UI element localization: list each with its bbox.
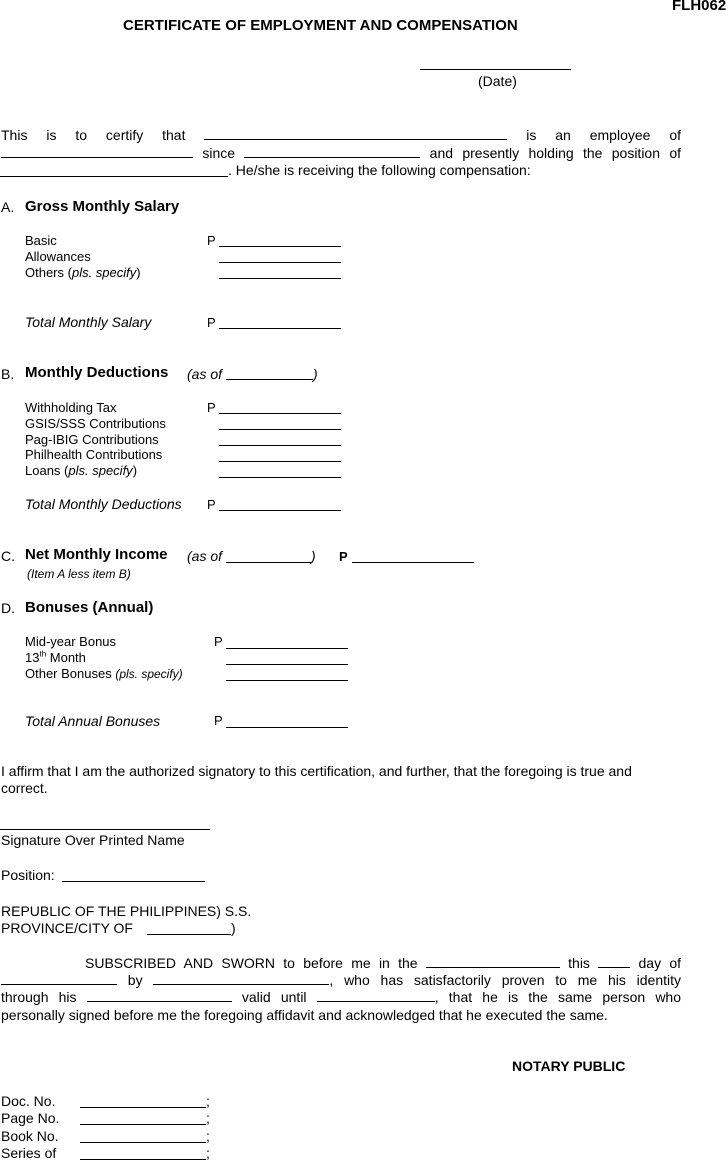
section-b-heading: Monthly Deductions [25, 364, 169, 381]
date-line[interactable] [420, 69, 571, 70]
signature-field[interactable] [0, 829, 210, 830]
net-income-note: (Item A less item B) [27, 567, 131, 581]
document-title: CERTIFICATE OF EMPLOYMENT AND COMPENSATION [123, 17, 518, 34]
deductions-as-of-close: ) [313, 366, 318, 382]
position-field[interactable] [62, 881, 205, 882]
loans-label [25, 463, 137, 479]
sworn-dayof-text: day of [638, 955, 682, 971]
currency-p: P [214, 713, 223, 728]
philhealth-field[interactable] [219, 461, 341, 462]
deductions-as-of-field[interactable] [226, 379, 313, 380]
sworn-line-3 [1, 989, 681, 1006]
sworn-month-field[interactable] [1, 972, 117, 985]
signature-label: Signature Over Printed Name [1, 832, 185, 848]
sworn-same-person-text: , that he is the same person who [434, 989, 681, 1005]
currency-p: P [207, 400, 216, 415]
total-monthly-salary-field[interactable] [219, 328, 341, 329]
intro-line-3: . He/she is receiving the following compensation: [228, 162, 531, 178]
sworn-through-text: through his [1, 989, 77, 1005]
position-held-field[interactable] [0, 176, 228, 177]
sworn-proven-text: , who has satisfactorily proven to me his identity [329, 972, 682, 988]
currency-p: P [207, 497, 216, 512]
total-annual-bonuses-field[interactable] [226, 727, 348, 728]
affirm-line-2: correct. [1, 780, 48, 796]
sworn-valid-until-field[interactable] [317, 989, 435, 1002]
net-income-as-of-field[interactable] [226, 562, 311, 563]
notary-public-label: NOTARY PUBLIC [512, 1058, 626, 1074]
intro-line-2 [1, 145, 681, 162]
sworn-this-text: this [568, 955, 590, 971]
thirteenth-month-label [25, 650, 86, 666]
net-income-as-of-close: ) [311, 548, 316, 564]
sworn-affiant-field[interactable] [153, 972, 329, 985]
intro-employee-text: is an employee of [526, 127, 681, 143]
doc-no-field[interactable] [80, 1107, 206, 1108]
intro-since-text: since [202, 145, 236, 161]
page-no-field[interactable] [80, 1124, 206, 1125]
doc-no-semicolon: ; [206, 1093, 210, 1109]
currency-p: P [207, 315, 216, 330]
intro-position-text: and presently holding the position of [429, 145, 681, 161]
sworn-text-1: SUBSCRIBED AND SWORN to before me in the [85, 955, 418, 971]
allowances-field[interactable] [219, 262, 341, 263]
thirteenth-month-field[interactable] [226, 664, 348, 665]
total-monthly-salary-label: Total Monthly Salary [25, 314, 152, 330]
page-no-semicolon: ; [206, 1110, 210, 1126]
sworn-line-4: personally signed before me the foregoing affidavit and acknowledged that he executed the same. [1, 1007, 608, 1023]
loans-field[interactable] [219, 477, 341, 478]
others-label [25, 265, 141, 281]
withholding-tax-field[interactable] [219, 413, 341, 414]
allowances-label: Allowances [25, 249, 91, 264]
series-of-semicolon: ; [206, 1145, 210, 1161]
sworn-id-field[interactable] [87, 989, 232, 1002]
book-no-semicolon: ; [206, 1128, 210, 1144]
other-bonuses-specify: (pls. specify) [115, 667, 183, 681]
section-a-heading: Gross Monthly Salary [25, 198, 180, 215]
book-no-label: Book No. [1, 1128, 59, 1144]
total-monthly-deductions-field[interactable] [219, 510, 341, 511]
philhealth-label: Philhealth Contributions [25, 447, 163, 462]
others-text: Others ( [25, 265, 72, 280]
sworn-line-2 [1, 972, 681, 989]
others-field[interactable] [219, 278, 341, 279]
sworn-by-text: by [127, 972, 143, 988]
basic-field[interactable] [219, 246, 341, 247]
sworn-line-1 [85, 955, 681, 971]
province-field[interactable] [147, 934, 231, 935]
other-bonuses-label [25, 666, 183, 682]
section-d-heading: Bonuses (Annual) [25, 599, 154, 616]
since-date-field[interactable] [244, 145, 420, 158]
employee-name-field[interactable] [204, 127, 507, 140]
thirteenth-word: Month [49, 650, 86, 665]
section-b-letter: B. [1, 366, 15, 382]
section-d-letter: D. [1, 600, 15, 616]
province-close: ) [231, 920, 236, 936]
pag-ibig-label: Pag-IBIG Contributions [25, 432, 159, 447]
withholding-tax-label: Withholding Tax [25, 400, 117, 415]
intro-line-1 [1, 127, 681, 144]
thirteenth-sup: th [39, 649, 47, 659]
gsis-sss-field[interactable] [219, 429, 341, 430]
series-of-field[interactable] [80, 1159, 206, 1160]
affirm-line-1: I affirm that I am the authorized signatory to this certification, and further, that the foregoing is true and [1, 763, 632, 779]
position-label: Position: [1, 867, 55, 883]
deductions-as-of: (as of [187, 366, 223, 382]
sworn-valid-text: valid until [241, 989, 307, 1005]
series-of-label: Series of [1, 1145, 57, 1161]
republic-text: REPUBLIC OF THE PHILIPPINES) S.S. [1, 903, 252, 919]
book-no-field[interactable] [80, 1142, 206, 1143]
loans-close: ) [132, 463, 138, 478]
net-monthly-income-field[interactable] [352, 562, 474, 563]
section-a-letter: A. [1, 199, 15, 215]
sworn-place-field[interactable] [426, 955, 560, 968]
pag-ibig-field[interactable] [219, 445, 341, 446]
other-bonuses-field[interactable] [226, 680, 348, 681]
others-specify: pls. specify [71, 265, 137, 280]
form-code: FLH062 [672, 0, 727, 14]
midyear-bonus-label: Mid-year Bonus [25, 634, 117, 649]
loans-text: Loans ( [25, 463, 69, 478]
date-label: (Date) [478, 73, 517, 89]
section-c-letter: C. [1, 548, 15, 564]
currency-p: P [207, 233, 216, 248]
others-close: ) [136, 265, 141, 280]
basic-label: Basic [25, 233, 57, 248]
page-no-label: Page No. [1, 1110, 60, 1126]
currency-p: P [214, 634, 223, 649]
other-bonuses-text: Other Bonuses [25, 666, 116, 681]
currency-p: P [339, 549, 348, 564]
gsis-sss-label: GSIS/SSS Contributions [25, 416, 166, 431]
province-label: PROVINCE/CITY OF [1, 920, 133, 936]
intro-certify-text: This is to certify that [1, 127, 186, 143]
loans-specify: pls. specify [68, 463, 133, 478]
section-c-heading: Net Monthly Income [25, 546, 168, 563]
midyear-bonus-field[interactable] [226, 648, 348, 649]
net-income-as-of: (as of [187, 548, 223, 564]
total-annual-bonuses-label: Total Annual Bonuses [25, 713, 161, 729]
total-monthly-deductions-label: Total Monthly Deductions [25, 496, 182, 512]
sworn-day-field[interactable] [598, 955, 630, 968]
thirteenth-num: 13 [25, 650, 40, 665]
employer-field[interactable] [1, 145, 193, 158]
doc-no-label: Doc. No. [1, 1093, 56, 1109]
